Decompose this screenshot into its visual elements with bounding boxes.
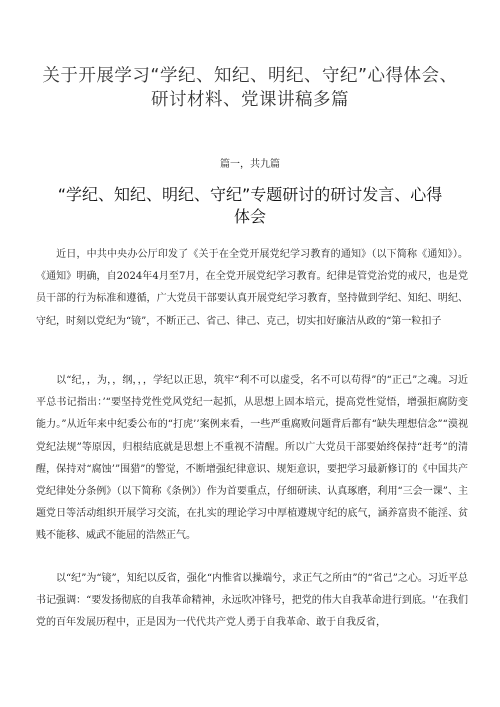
paragraph-3-text: 以“纪”为“镜”，知纪以反省，强化“内惟省以操端兮，求正气之所由”的“省己”之心。习近平总书记强调：“要发扬彻底的自我革命精神，永远吹冲锋号，把党的伟大自我革命进行到底。'‘在我们党的百年发展历程中，正是因为一代代共产党人勇于自我革命、敢于自我反省， xyxy=(36,573,468,629)
paragraph-2-text: 以“纪，，为，，纲，，，学纪以正思，筑牢“利不可以虚受，名不可以苟得”的“正己”之魂。习近平总书记指出：’“要坚持党性党风党纪一起抓，从思想上固本培元，提高党性觉悟，增强拒腐防变能力。”从近年来中纪委公布的“打虎’’案例来看，一些严重腐败问题背后都有“缺失理想信念”“漠视党纪法规”等原因，归根结底就是思想上不重视不清醒。所以广大党员干部要始终保持“赶考”的清醒，保持对“腐蚀’”围猎”的警觉，不断增强纪律意识、规矩意识，要把学习最新修订的《中国共产党纪律处分条例》（以下简称《条例》）作为首要重点，仔细研读、认真琢磨，利用“三会一课”、主题党日等活动组织开展学习交流，在扎实的理论学习中厚植遵规守纪的底气，涵养富贵不能淫、贫贱不能移、威武不能屈的浩然正气。 xyxy=(36,375,468,542)
document-title: 关于开展学习“学纪、知纪、明纪、守纪”心得体会、研讨材料、党课讲稿多篇 xyxy=(42,66,458,110)
article-title: “学纪、知纪、明纪、守纪”专题研讨的研讨发言、心得体会 xyxy=(57,185,443,226)
paragraph-2 xyxy=(36,370,468,548)
paragraph-1-text: 近日，中共中央办公厅印发了《关于在全党开展党纪学习教育的通知》（以下简称《通知》）。《通知》明确，自2024年4月至7月，在全党开展党纪学习教育。纪律是管党治党的戒尺，也是党员干部的行为标准和遵循，广大党员干部要认真开展党纪学习教育，坚持做到学纪、知纪、明纪、守纪，时刻以党纪为“镜”，不断正己、省己、律己、克己，切实扣好廉洁从政的“第一粒扣子 xyxy=(36,249,468,327)
paragraph-3 xyxy=(36,568,468,635)
paragraph-1 xyxy=(36,244,468,333)
section-label: 篇一，共九篇 xyxy=(220,159,280,170)
